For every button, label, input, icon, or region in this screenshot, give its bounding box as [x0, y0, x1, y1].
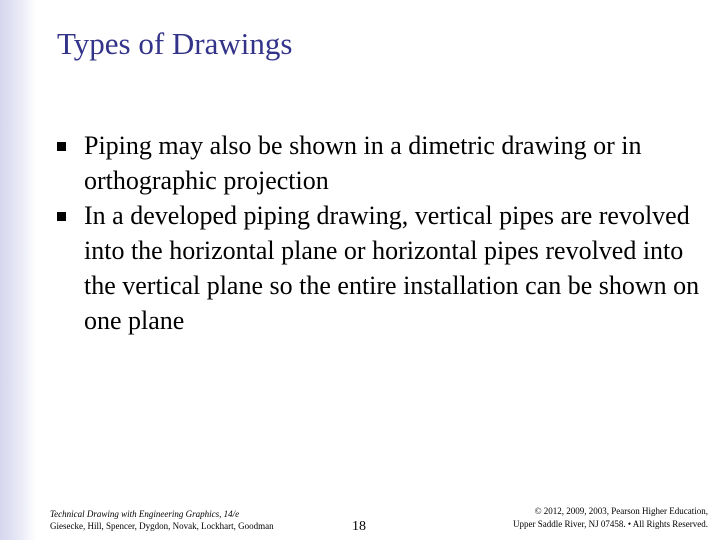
square-bullet-icon: [57, 142, 66, 151]
copyright-line-2: Upper Saddle River, NJ 07458. • All Rights Reserved.: [512, 519, 708, 529]
bullet-item: [57, 198, 707, 338]
footer-copyright: [513, 505, 708, 531]
page-number: 18: [352, 519, 366, 534]
square-bullet-icon: [57, 212, 66, 221]
bullet-item: [57, 128, 707, 198]
book-authors: Giesecke, Hill, Spencer, Dygdon, Novak, Lockhart, Goodman: [50, 521, 274, 531]
bullet-text: In a developed piping drawing, vertical pipes are revolved into the horizontal plane or horizontal pipes revolved into the vertical plane so the entire installation can be shown on one plane: [84, 201, 700, 335]
side-band: [0, 0, 36, 540]
slide-title: Types of Drawings: [57, 26, 293, 61]
bullet-text: Piping may also be shown in a dimetric drawing or in orthographic projection: [84, 131, 642, 195]
copyright-line-1: © 2012, 2009, 2003, Pearson Higher Education,: [534, 506, 708, 516]
bullet-list: [57, 128, 707, 338]
footer-book-info: [50, 508, 274, 532]
book-title: Technical Drawing with Engineering Graphics, 14/e: [50, 509, 240, 519]
